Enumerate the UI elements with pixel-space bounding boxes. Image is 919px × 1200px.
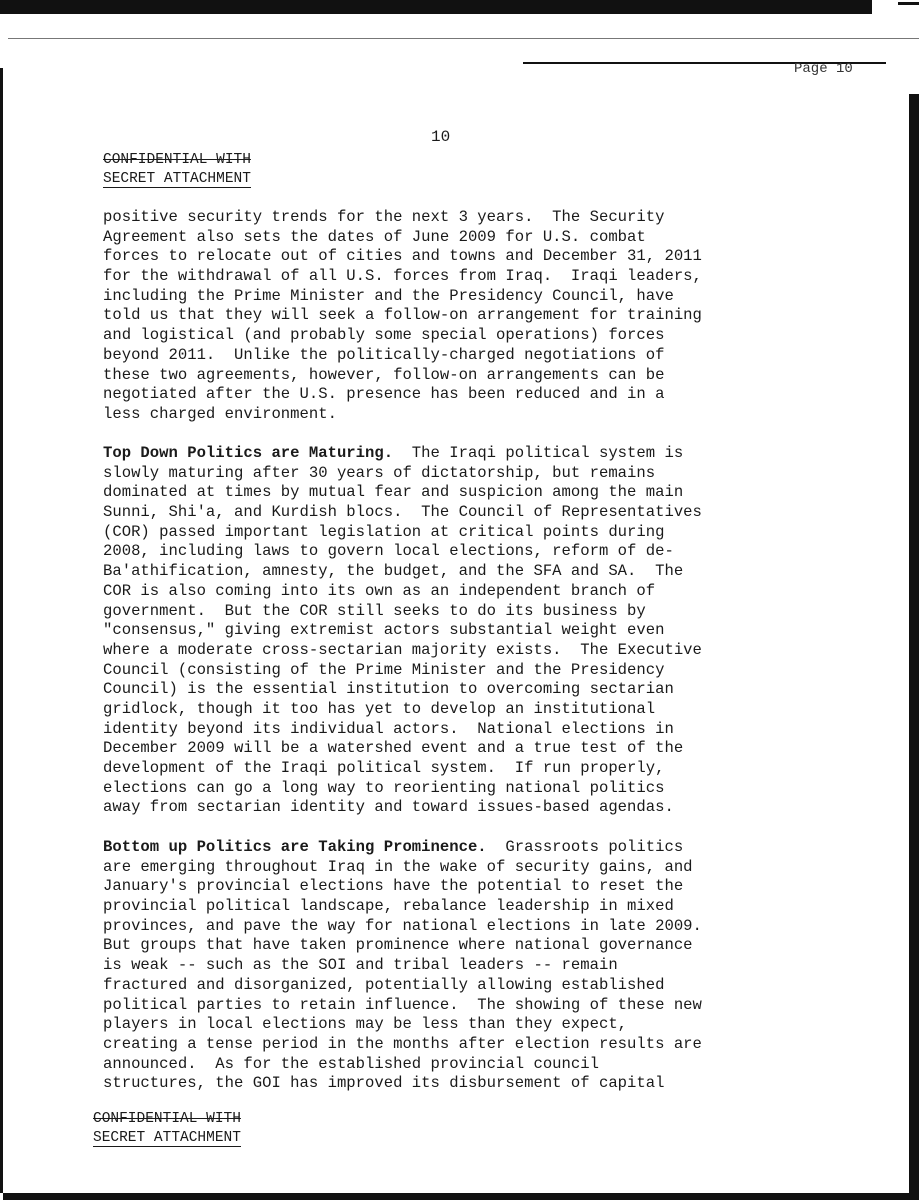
scan-border-left [0,68,3,1193]
paragraph-line: beyond 2011. Unlike the politically-charged negotiations of [103,345,665,364]
paragraph-line: structures, the GOI has improved its disbursement of capital [103,1074,665,1093]
classification-line: CONFIDENTIAL WITH [93,1111,241,1127]
paragraph-line: government. But the COR still seeks to do its business by [103,601,646,620]
paragraph-line: creating a tense period in the months after election results are [103,1034,702,1053]
paragraph-line: political parties to retain influence. The showing of these new [103,995,702,1014]
paragraph-heading: Bottom up Politics are Taking Prominence. [103,838,487,856]
paragraph-first-line [103,838,883,858]
paragraph-line: "consensus," giving extremist actors substantial weight even [103,621,665,640]
paragraph-line: and logistical (and probably some special operations) forces [103,326,665,345]
paragraph-line: gridlock, though it too has yet to develop an institutional [103,699,656,718]
paragraph-line: including the Prime Minister and the Presidency Council, have [103,286,674,305]
paragraph-line: But groups that have taken prominence where national governance [103,936,693,955]
paragraph-line: development of the Iraqi political system. If run properly, [103,759,665,777]
paragraph-line: Council (consisting of the Prime Minister and the Presidency [103,660,665,679]
scan-border-bottom [3,1193,919,1200]
paragraph-line: less charged environment. [103,404,337,423]
paragraph-line: announced. As for the established provincial council [103,1054,599,1073]
paragraph-top-down-politics [103,444,883,818]
paragraph-line: provinces, and pave the way for national elections in late 2009. [103,916,702,935]
paragraph-line: December 2009 will be a watershed event and a true test of the [103,739,684,758]
paragraph-line: Sunni, Shi'a, and Kurdish blocs. The Council of Representatives [103,503,702,522]
scan-border-top [0,0,872,14]
scan-border-right [909,94,919,1194]
scan-mark-top-right [898,2,919,5]
paragraph-line: provincial political landscape, rebalance leadership in mixed [103,897,674,916]
scan-hairline [8,38,919,39]
paragraph-line: players in local elections may be less than they expect, [103,1015,628,1034]
paragraph-text: Grassroots politics [486,838,684,856]
paragraph-bottom-up-politics [103,838,883,1094]
paragraph-line: dominated at times by mutual fear and suspicion among the main [103,483,684,502]
paragraph-line: are emerging throughout Iraq in the wake of security gains, and [103,857,693,876]
paragraph-line: (COR) passed important legislation at critical points during [103,522,665,541]
paragraph-line: Ba'athification, amnesty, the budget, and the SFA and SA. The [103,562,684,581]
page-number: 10 [431,128,451,146]
paragraph-first-line [103,444,883,464]
classification-line: CONFIDENTIAL WITH [103,152,251,168]
paragraph-line: slowly maturing after 30 years of dictatorship, but remains [103,463,656,482]
paragraph-line: elections can go a long way to reorienting national politics [103,778,665,797]
classification-line: SECRET ATTACHMENT [93,1130,241,1146]
paragraph-line: January's provincial elections have the potential to reset the [103,877,684,896]
paragraph-line: Council) is the essential institution to overcoming sectarian [103,680,674,699]
classification-header [103,151,251,189]
classification-footer [93,1110,241,1148]
fax-page-label: Page 10 [794,61,853,77]
paragraph-text: The Iraqi political system is [393,444,684,462]
paragraph-line: negotiated after the U.S. presence has been reduced and in a [103,385,665,404]
classification-line: SECRET ATTACHMENT [103,171,251,187]
paragraph-line: told us that they will seek a follow-on arrangement for training [103,306,702,325]
paragraph-line: 2008, including laws to govern local elections, reform of de- [103,542,674,561]
paragraph-line: positive security trends for the next 3 years. The Security [103,208,665,226]
paragraph-line: these two agreements, however, follow-on arrangements can be [103,365,665,384]
paragraph-line: for the withdrawal of all U.S. forces from Iraq. Iraqi leaders, [103,267,702,286]
paragraph-line: COR is also coming into its own as an independent branch of [103,581,656,600]
paragraph-heading: Top Down Politics are Maturing. [103,444,394,462]
paragraph-line: is weak -- such as the SOI and tribal leaders -- remain [103,956,618,975]
paragraph-line: where a moderate cross-sectarian majority exists. The Executive [103,640,702,659]
paragraph-line: identity beyond its individual actors. National elections in [103,719,674,738]
paragraph-line: Agreement also sets the dates of June 2009 for U.S. combat [103,227,646,246]
paragraph-line: forces to relocate out of cities and towns and December 31, 2011 [103,247,702,266]
paragraph-security-agreement [103,208,883,425]
paragraph-line: away from sectarian identity and toward issues-based agendas. [103,798,674,817]
paragraph-line: fractured and disorganized, potentially allowing established [103,975,665,994]
